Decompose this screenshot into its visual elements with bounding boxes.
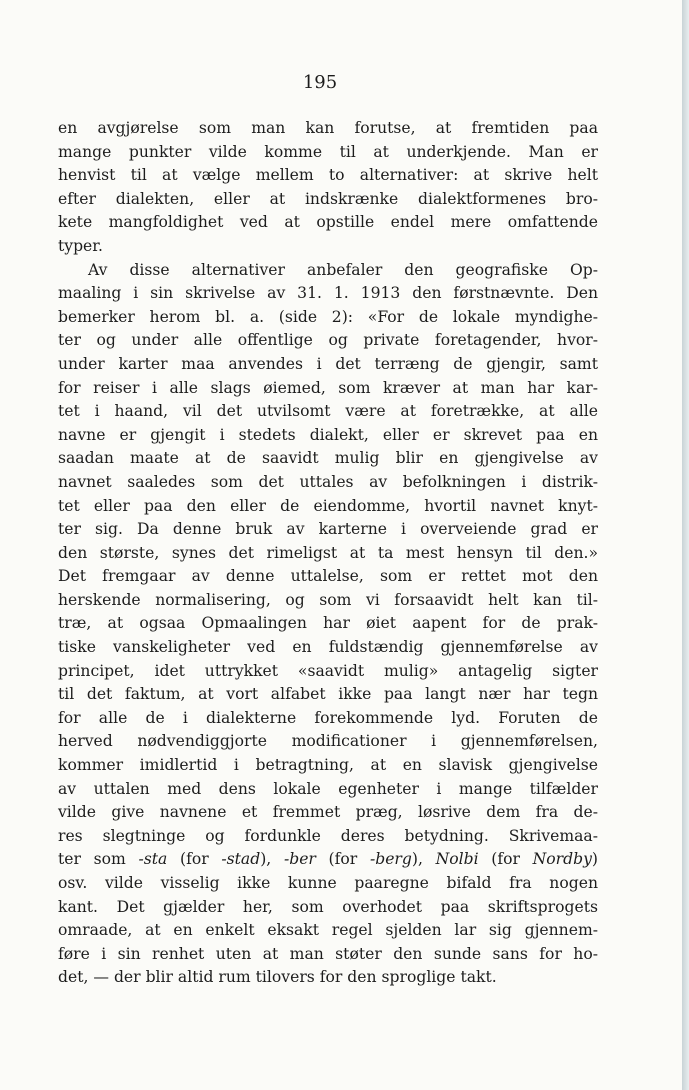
page-number: 195 <box>302 72 338 93</box>
text-line: herved nødvendiggjorte modificationer i gjennemførelsen, <box>58 732 598 751</box>
text-line: res slegtninge og fordunkle deres betydning. Skrivemaa- <box>58 826 598 845</box>
text-line: for reiser i alle slags øiemed, som kræver at man har kar- <box>58 378 598 397</box>
italic-fragment: -ber <box>283 850 316 869</box>
text-line: træ, at ogsaa Opmaalingen har øiet aapent for de prak- <box>58 614 598 633</box>
text-line: av uttalen med dens lokale egenheter i mange tilfælder <box>58 779 598 798</box>
text-line: henvist til at vælge mellem to alternativer: at skrive helt <box>58 166 598 185</box>
text-line: ter sig. Da denne bruk av karterne i overveiende grad er <box>58 520 598 539</box>
text-fragment: ) <box>591 850 598 869</box>
text-line: tet eller paa den eller de eiendomme, hvortil navnet knyt- <box>58 496 598 515</box>
text-line: navnet saaledes som det uttales av befolkningen i distrik- <box>58 472 598 491</box>
text-line: efter dialekten, eller at indskrænke dialektformenes bro- <box>58 189 598 208</box>
text-line: den største, synes det rimeligst at ta mest hensyn til den.» <box>58 543 598 562</box>
text-line: osv. vilde visselig ikke kunne paaregne bifald fra nogen <box>58 874 598 892</box>
text-line: navne er gjengit i stedets dialekt, eller er skrevet paa en <box>58 425 598 444</box>
page-edge <box>682 0 689 1090</box>
text-line: kommer imidlertid i betragtning, at en slavisk gjengivelse <box>58 756 598 775</box>
text-fragment: ), <box>260 850 284 869</box>
text-line: typer. <box>58 236 103 255</box>
italic-fragment: -sta <box>138 850 168 869</box>
text-line: tiske vanskeligheter ved en fuldstændig gjennemførelse av <box>58 638 598 657</box>
text-line: herskende normalisering, og som vi forsaavidt helt kan til- <box>58 590 598 609</box>
text-line: vilde give navnene et fremmet præg, løsrive dem fra de- <box>58 803 598 822</box>
text-line: for alle de i dialekterne forekommende lyd. Foruten de <box>58 708 598 727</box>
text-line: ter og under alle offentlige og private foretagender, hvor- <box>58 331 598 350</box>
italic-fragment: -berg <box>369 850 412 869</box>
text-line: føre i sin renhet uten at man støter den sunde sans for ho- <box>58 944 598 963</box>
text-line: bemerker herom bl. a. (side 2): «For de lokale myndighe- <box>58 307 598 326</box>
text-line: det, — der blir altid rum tilovers for den sproglige takt. <box>58 968 497 987</box>
italic-fragment: Nolbi <box>435 850 479 869</box>
text-line: maaling i sin skrivelse av 31. 1. 1913 den førstnævnte. Den <box>58 284 598 303</box>
italic-fragment: Nordby <box>532 850 592 869</box>
text-line: principet, idet uttrykket «saavidt mulig» antagelig sigter <box>58 661 598 680</box>
text-line: Det fremgaar av denne uttalelse, som er rettet mot den <box>58 567 598 586</box>
text-fragment: ter som <box>58 850 139 869</box>
italic-fragment: -stad <box>221 850 261 869</box>
text-fragment: (for <box>315 850 370 869</box>
text-line: til det faktum, at vort alfabet ikke paa langt nær har tegn <box>58 685 598 704</box>
text-line: en avgjørelse som man kan forutse, at fremtiden paa <box>58 119 598 137</box>
text-line-with-italics <box>58 848 598 872</box>
text-line: tet i haand, vil det utvilsomt være at foretrække, at alle <box>58 402 598 421</box>
text-line: Av disse alternativer anbefaler den geografiske Op- <box>88 260 598 279</box>
text-fragment: (for <box>167 850 222 869</box>
text-line: under karter maa anvendes i det terræng de gjengir, samt <box>58 354 598 373</box>
body-text <box>58 117 598 990</box>
text-line: saadan maate at de saavidt mulig blir en gjengivelse av <box>58 449 598 468</box>
text-fragment: ), <box>411 850 436 869</box>
text-line: kete mangfoldighet ved at opstille endel mere omfattende <box>58 213 598 232</box>
text-line: omraade, at en enkelt eksakt regel sjelden lar sig gjennem- <box>58 921 598 940</box>
text-line: mange punkter vilde komme til at underkjende. Man er <box>58 142 598 161</box>
text-line: kant. Det gjælder her, som overhodet paa skriftsprogets <box>58 897 598 916</box>
text-fragment: (for <box>478 850 533 869</box>
